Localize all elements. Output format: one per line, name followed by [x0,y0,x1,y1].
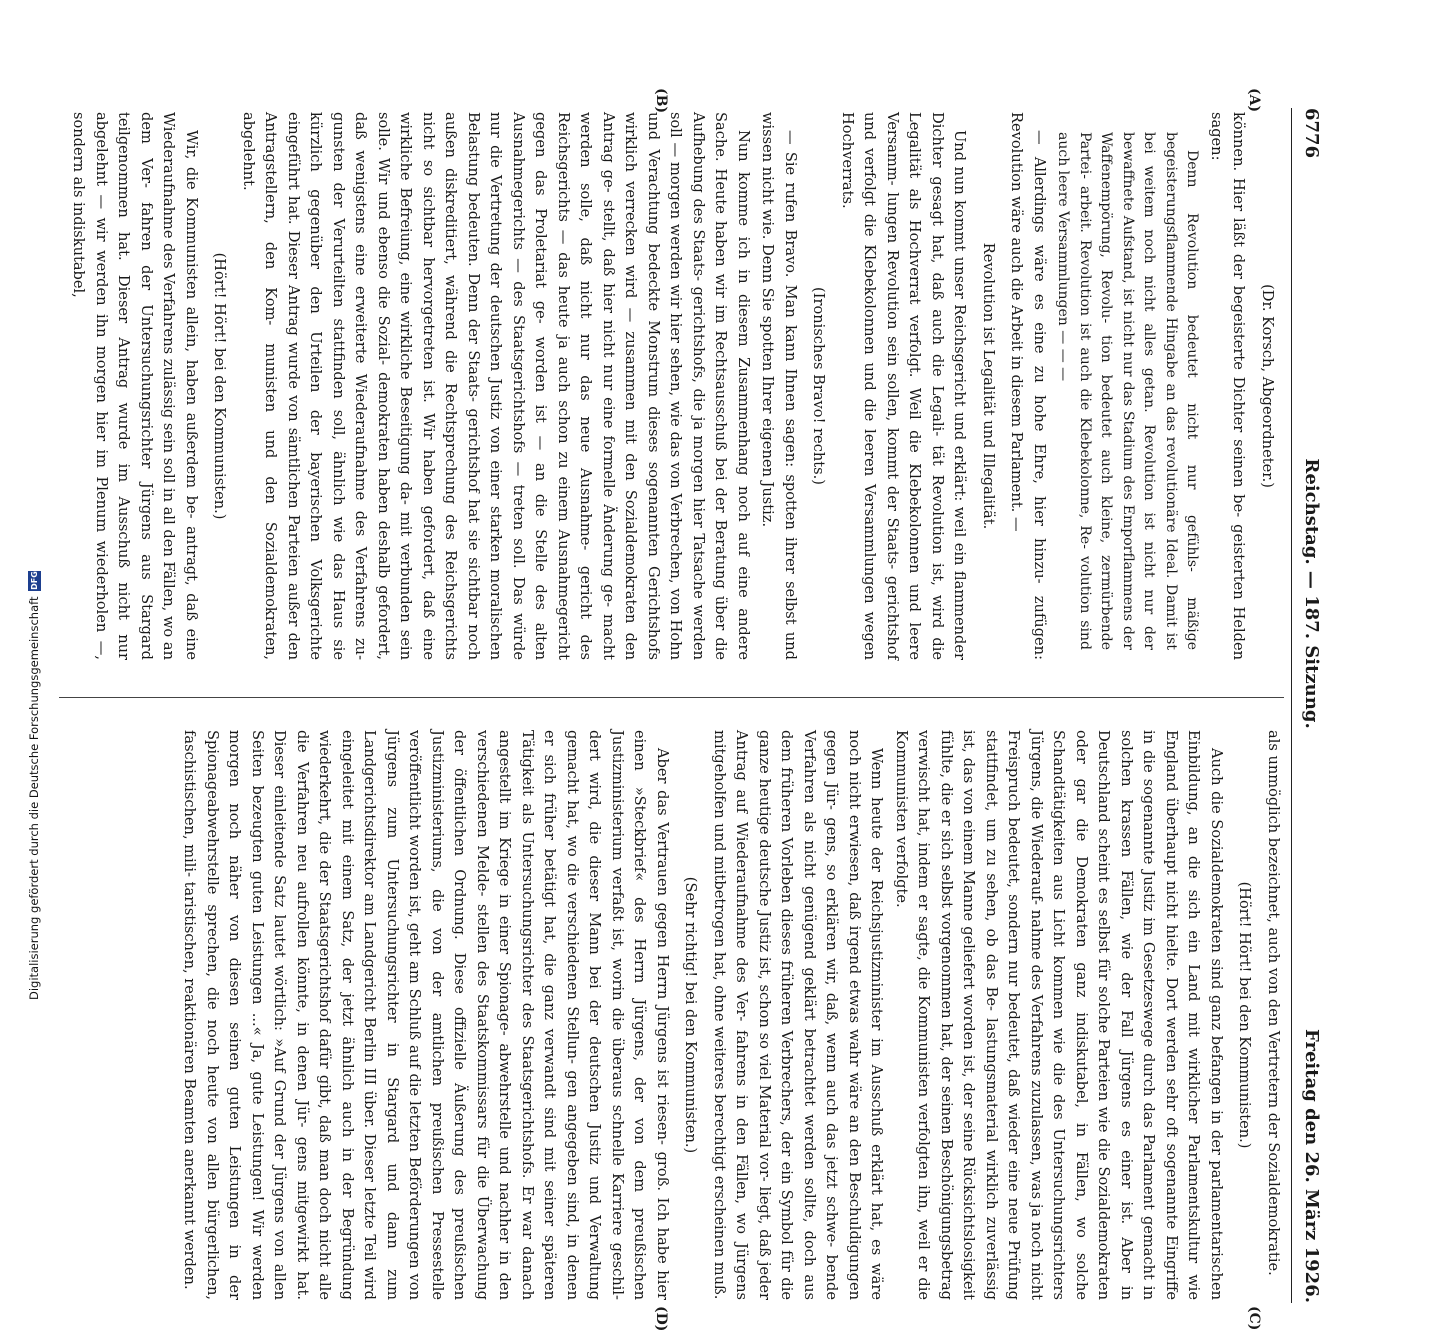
session-date: Freitag den 26. März 1926. [1301,1029,1322,1303]
paragraph: können. Hier läßt der begeisterte Dichter seinen be- geisterten Helden sagen: [1208,112,1248,660]
page-number: 6776 [1301,108,1322,159]
dfg-logo-icon: DFG [29,571,39,590]
left-column [64,112,1284,660]
paragraph: Auch die Sozialdemokraten sind ganz befangen in der parlamentarischen Einbildung, an die sich ein Land mit wirklicher Parlamentskultur wie England überhaupt nicht hielte. Dort werden sehr oft sogenannte Eingriffe in die sogenannte Justiz im Gesetzeswege durch das Parlament gemacht in solchen krassen Fällen, wie der Fall Jürgens es einer ist. Aber in Deutschland scheint es selbst für solche Parteien wie die Sozialdemokraten oder gar die Demokraten ganz indiskutabel, in Fällen, wo solche Schandtätigkeiten aus Licht kommen wie die des Untersuchungsrichters Jürgens, die Wiederauf- nahme des Verfahrens zuzulassen, was ja noch nicht Freispruch bedeutet, sondern nur bedeutet, daß wieder eine neue Prüfung stattfindet, um zu sehen, ob das Be- lastungsmaterial wirklich zuverlässig ist, das von einem Manne geliefert worden ist, der seine Rücksichtslosigkeit fühlte, die er sich selbst vorgenommen hat, der seinen Beschönigungsbetrag verwischt hat, indem er sagte, die Kommunisten verfolgten ihn, weil er die Kommunisten verfolgte. [893,730,1225,1301]
paragraph: Wir, die Kommunisten allein, haben außerdem be- antragt, daß eine Wiederaufnahme des Verfahrens zulässig sein soll in all den Fällen, wo an dem Ver- fahren der Untersuchungsrichter Jürgens aus Stargard teilgenommen hat. Dieser Antrag wurde im Ausschuß nicht nur abgelehnt — wir werden ihn morgen hier im Plenum wiederholen —, sondern als indiskutabel, [70,112,200,660]
interjection: (Ironisches Bravo! rechts.) [810,287,828,485]
paragraph: Wenn heute der Reichsjustizminister im Ausschuß erklärt hat, es wäre noch nicht erwiesen, daß irgend etwas wahr wäre an den Beschuldigungen gegen Jür- gens, so erklären wir, daß, wenn auch das jetzt schwe- bende Verfahren als nicht genügend geklärt betrachtet werden sollte, doch aus dem früheren Vorleben dieses früheren Verbrechers, der ein Symbol für die ganze heutige deutsche Justiz ist, schon so viel Material vor- liegt, daß jeder Antrag auf Wiederaufnahme des Ver- fahrens in den Fällen, wo Jürgens mitgeholfen und mitbetrogen hat, ohne weiteres berechtigt erscheinen muß. [711,730,886,1300]
margin-mark-b: (B) [653,88,669,114]
column-divider [59,697,1284,698]
margin-mark-a: (A) [1246,88,1262,113]
paragraph: — Sie rufen Bravo. Man kann Ihnen sagen: spotten ihrer selbst und wissen nicht wie. Denn Sie spotten Ihrer eigenen Justiz. [759,112,799,660]
speaker-label: (Dr. Korsch, Abgeordneter.) [1259,284,1276,488]
paragraph: als unmöglich bezeichnet, auch von den Vertretern der Sozialdemokratie. [1265,730,1282,1276]
page-header [1291,108,1322,1303]
margin-mark-d: (D) [653,1306,669,1331]
interjection: (Hört! Hört! bei den Kommunisten.) [211,252,229,520]
session-title: Reichstag. — 187. Sitzung. [1301,458,1322,729]
interjection: (Hört! Hört! bei den Kommunisten.) [1236,881,1254,1149]
paragraph: Aber das Vertrauen gegen Herrn Jürgens ist riesen- groß. Ich habe hier einen »Steckbrief« des Herrn Jürgens, der von dem preußischen Justizministerium verfaßt ist, worin die überaus schnelle Karriere geschil- dert wird, die dieser Mann bei der deutschen Justiz und Verwaltung gemacht hat, wo die verschiedenen Stellun- gen angegeben sind, in denen er sich früher betätigt hat, die ganz verwandt sind mit seiner späteren Tätigkeit als Untersuchungsrichter des Staatsgerichtshofs. Er war danach angestellt im Kriege in einer Spionage- abwehrstelle und nachher in den verschiedenen Melde- stellen des Staatskommissars für die Überwachung der öffentlichen Ordnung. Diese offizielle Äußerung des preußischen Justizministeriums, die von der amtlichen preußischen Pressestelle veröffentlicht worden ist, geht am Schluß auf die letzten Beförderungen von Jürgens zum Untersuchungsrichter in Stargard und dann zum Landgerichtsdirektor am Landgericht Berlin III über. Dieser letzte Teil wird eingeleitet mit einem Satz, der jetzt ähnlich auch in der Begründung wiederkehrt, die der Staatsgerichtshof dafür gibt, daß man doch nicht alle die Verfahren neu aufrollen könnte, in denen Jür- gens mitgewirkt hat. Dieser einleitende Satz lautet wörtlich: »Auf Grund der Jürgens von allen Seiten bezeugten guten Leistungen ...« Ja, gute Leistungen! Wir werden morgen noch näher von diesen seinen guten Leistungen in der Spionageabwehrstelle sprechen, die noch heute von allen bürgerlichen, faschistischen, mili- taristischen, reaktionären Beamten anerkannt werden. [181,730,671,1300]
paragraph: Und nun kommt unser Reichsgericht und erklärt: weil ein flammender Dichter gesagt hat, daß auch die Legali- tät Revolution ist, wird die Legalität als Hochverrat verfolgt. Weil die Klebekolonnen und leere Versamm- lungen Revolution sein sollen, kommt der Staats- gerichtshof und verfolgt die Klebekolonnen und die leeren Versammlungen wegen Hochverrats. [839,112,969,660]
margin-mark-c: (C) [1246,1306,1262,1331]
dfg-credit-text: Digitalisierung gefördert durch die Deutsche Forschungsgemeinschaft [27,596,41,1000]
quotation: Denn Revolution bedeutet nicht nur gefühls- mäßige begeisterungsflammende Hingabe an das revolutionäre Ideal. Damit ist bei weitem noch nicht alles getan. Revolution ist nicht nur der bewaffnete Aufstand, ist nicht nur das Stadium des Emporflammens der Waffenempörung, Revolu- tion bedeutet auch kleine, zermürbende Partei- arbeit. Revolution ist auch die Klebekolonne, Re- volution sind auch leere Versammlungen — — — [1055,132,1201,650]
paragraph: — Allerdings wäre es eine zu hohe Ehre, hier hinzu- zufügen: Revolution wäre auch die Arbeit in diesem Parlament. — [1008,112,1048,660]
right-column [64,730,1284,1300]
paragraph: Nun komme ich in diesem Zusammenhang noch auf eine andere Sache. Heute haben wir im Rechtsausschuß bei der Beratung über die Aufhebung des Staats- gerichtshofs, die ja morgen hier Tatsache werden soll — morgen werden wir hier sehen, wie das von Verbrechen, von Hohn und Verachtung bedeckte Monstrum dieses sogenannten Gerichtshofs wirklich verrecken wird — zusammen mit den Sozialdemokraten den Antrag ge- stellt, daß hier nicht nur eine formelle Änderung ge- macht werden solle, daß nicht nur das neue Ausnahme- gericht des Reichsgerichts — das heute ja auch schon zu einem Ausnahmegericht gegen das Proletariat ge- worden ist — an die Stelle des alten Ausnahmegerichts — des Staatsgerichtshofs — treten soll. Das würde nur die Vertretung der deutschen Justiz von einer starken moralischen Belastung bedeuten. Denn der Staats- gerichtshof hat sie sichtbar noch außen diskreditiert, während die Rechtsprechung des Reichsgerichts nicht so sichtbar hervorgetreten ist. Wir haben gefordert, daß eine wirkliche Befreiung, eine wirkliche Beseitigung da- mit verbunden sein solle. Wir und ebenso die Sozial- demokraten haben deshalb gefordert, daß wenigstens eine erweiterte Wiederaufnahme des Verfahrens zu- gunsten der Verurteilten stattfinden soll, ähnlich wie das Haus sie kürzlich gegenüber den Urteilen der bayerischen Volksgerichte eingeführt hat. Dieser Antrag wurde von sämtlichen Parteien außer den Antragstellern, den Kom- munisten und den Sozialdemokraten, abgelehnt. [240,112,752,660]
interjection: (Sehr richtig! bei den Kommunisten.) [682,876,700,1154]
quote-line: Revolution ist Legalität und Illegalität. [980,242,997,530]
